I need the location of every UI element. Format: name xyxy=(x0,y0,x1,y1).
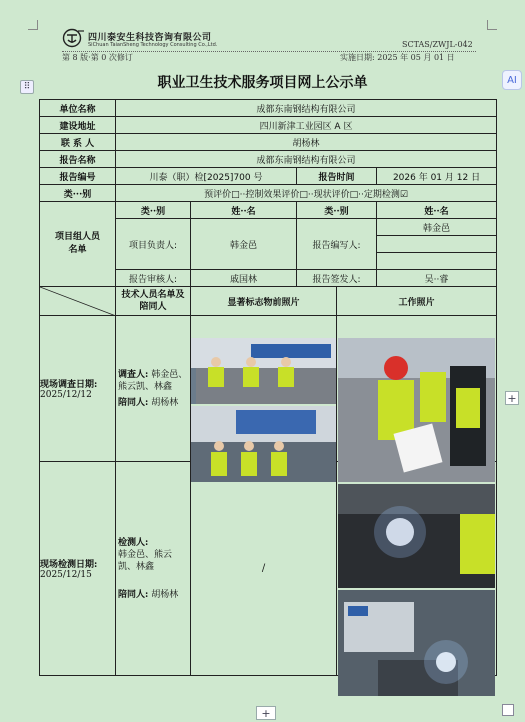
diagonal-cell xyxy=(40,287,116,316)
writer-name-2[interactable] xyxy=(377,236,497,253)
col-work-photo: 工作照片 xyxy=(337,287,497,316)
address-value[interactable]: 四川新津工业园区 A 区 xyxy=(116,117,497,134)
investigators-label: 调查人: xyxy=(118,369,149,380)
test-sign-photo-cell: / xyxy=(191,462,337,676)
col-sign-photo: 显著标志物前照片 xyxy=(191,287,337,316)
company-name-cn: 四川泰安生科技咨询有限公司 xyxy=(88,33,212,43)
corner-mark xyxy=(487,20,497,30)
type-options[interactable]: 预评价□··控制效果评价□··现状评价□··定期检测☑ xyxy=(116,185,497,202)
unit-value[interactable]: 成都东南钢结构有限公司 xyxy=(116,100,497,117)
test-date: 2025/12/15 xyxy=(40,570,92,580)
row-address xyxy=(40,117,497,134)
col-type-2: 类··别 xyxy=(297,202,377,219)
sign-photo-2 xyxy=(191,406,336,482)
contact-label: 联 系 人 xyxy=(40,134,116,151)
reviewer-label: 报告审核人: xyxy=(116,270,191,287)
company-name-en: SiChuan TaianSheng Technology Consulting Co.,Ltd. xyxy=(88,42,218,48)
col-people: 技术人员名单及陪同人 xyxy=(116,287,191,316)
type-label: 类···别 xyxy=(40,185,116,202)
contact-value[interactable]: 胡杨林 xyxy=(116,134,497,151)
writer-label: 报告编写人: xyxy=(297,219,377,270)
col-type-1: 类··别 xyxy=(116,202,191,219)
work-photo-2 xyxy=(338,484,495,588)
row-unit xyxy=(40,100,497,117)
diagonal-line xyxy=(40,287,116,316)
report-time-value[interactable]: 2026 年 01 月 12 日 xyxy=(377,168,497,185)
escort2-name[interactable]: 胡杨林 xyxy=(151,589,179,600)
test-date-cell xyxy=(40,462,116,676)
members-header-row xyxy=(40,202,497,219)
field-header-row xyxy=(40,287,497,316)
address-label: 建设地址 xyxy=(40,117,116,134)
work-photo-1 xyxy=(338,338,495,482)
testers-label: 检测人: xyxy=(118,537,149,548)
project-group-label-text: 项目组人员名单 xyxy=(54,232,100,255)
row-contact xyxy=(40,134,497,151)
escort2-label: 陪同人: xyxy=(118,589,149,600)
survey-date-cell xyxy=(40,316,116,462)
page-title: 职业卫生技术服务项目网上公示单 xyxy=(157,75,368,91)
implementation-date: 实施日期: 2025 年 05 月 01 日 xyxy=(340,53,455,62)
unit-label: 单位名称 xyxy=(40,100,116,117)
ai-assistant-button[interactable]: AI xyxy=(502,70,522,90)
report-name-label: 报告名称 xyxy=(40,151,116,168)
row-report-name xyxy=(40,151,497,168)
report-number-value[interactable]: 川泰（职）检[2025]700 号 xyxy=(116,168,297,185)
report-number-label: 报告编号 xyxy=(40,168,116,185)
escort-name[interactable]: 胡杨林 xyxy=(151,397,179,408)
col-name-2: 姓··名 xyxy=(377,202,497,219)
report-name-value[interactable]: 成都东南钢结构有限公司 xyxy=(116,151,497,168)
investigators[interactable]: 韩金邑、熊云凯、林鑫 xyxy=(118,369,188,392)
test-people-cell xyxy=(116,462,191,676)
table-resize-handle[interactable] xyxy=(502,704,514,716)
writer-name-3[interactable] xyxy=(377,253,497,270)
table-drag-handle[interactable]: ⠿ xyxy=(20,80,34,94)
report-time-label: 报告时间 xyxy=(297,168,377,185)
signer-name[interactable]: 吴··睿 xyxy=(377,270,497,287)
work-photo-3 xyxy=(338,590,495,696)
escort-label: 陪同人: xyxy=(118,397,149,408)
survey-date: 2025/12/12 xyxy=(40,390,92,400)
sign-photo-1 xyxy=(191,338,336,404)
signer-label: 报告签发人: xyxy=(297,270,377,287)
row-report-number xyxy=(40,168,497,185)
row-type xyxy=(40,185,497,202)
test-date-label: 现场检测日期: xyxy=(40,560,98,570)
col-name-1: 姓··名 xyxy=(191,202,297,219)
survey-date-label: 现场调查日期: xyxy=(40,380,98,390)
leader-name[interactable]: 韩金邑 xyxy=(191,219,297,270)
corner-mark xyxy=(28,20,38,30)
edition-info: 第 8 版·第 0 次修订 xyxy=(62,53,133,62)
survey-people-cell xyxy=(116,316,191,462)
testers[interactable]: 韩金邑、熊云凯、林鑫 xyxy=(118,549,173,572)
document-code: SCTAS/ZWJL-042 xyxy=(402,40,473,49)
reviewer-name[interactable]: 戚国林 xyxy=(191,270,297,287)
company-logo xyxy=(62,28,86,48)
add-column-button[interactable]: + xyxy=(505,391,519,405)
leader-label: 项目负责人: xyxy=(116,219,191,270)
add-row-button[interactable]: + xyxy=(256,706,276,720)
writer-name-1[interactable]: 韩金邑 xyxy=(377,219,497,236)
project-group-label xyxy=(40,202,116,287)
